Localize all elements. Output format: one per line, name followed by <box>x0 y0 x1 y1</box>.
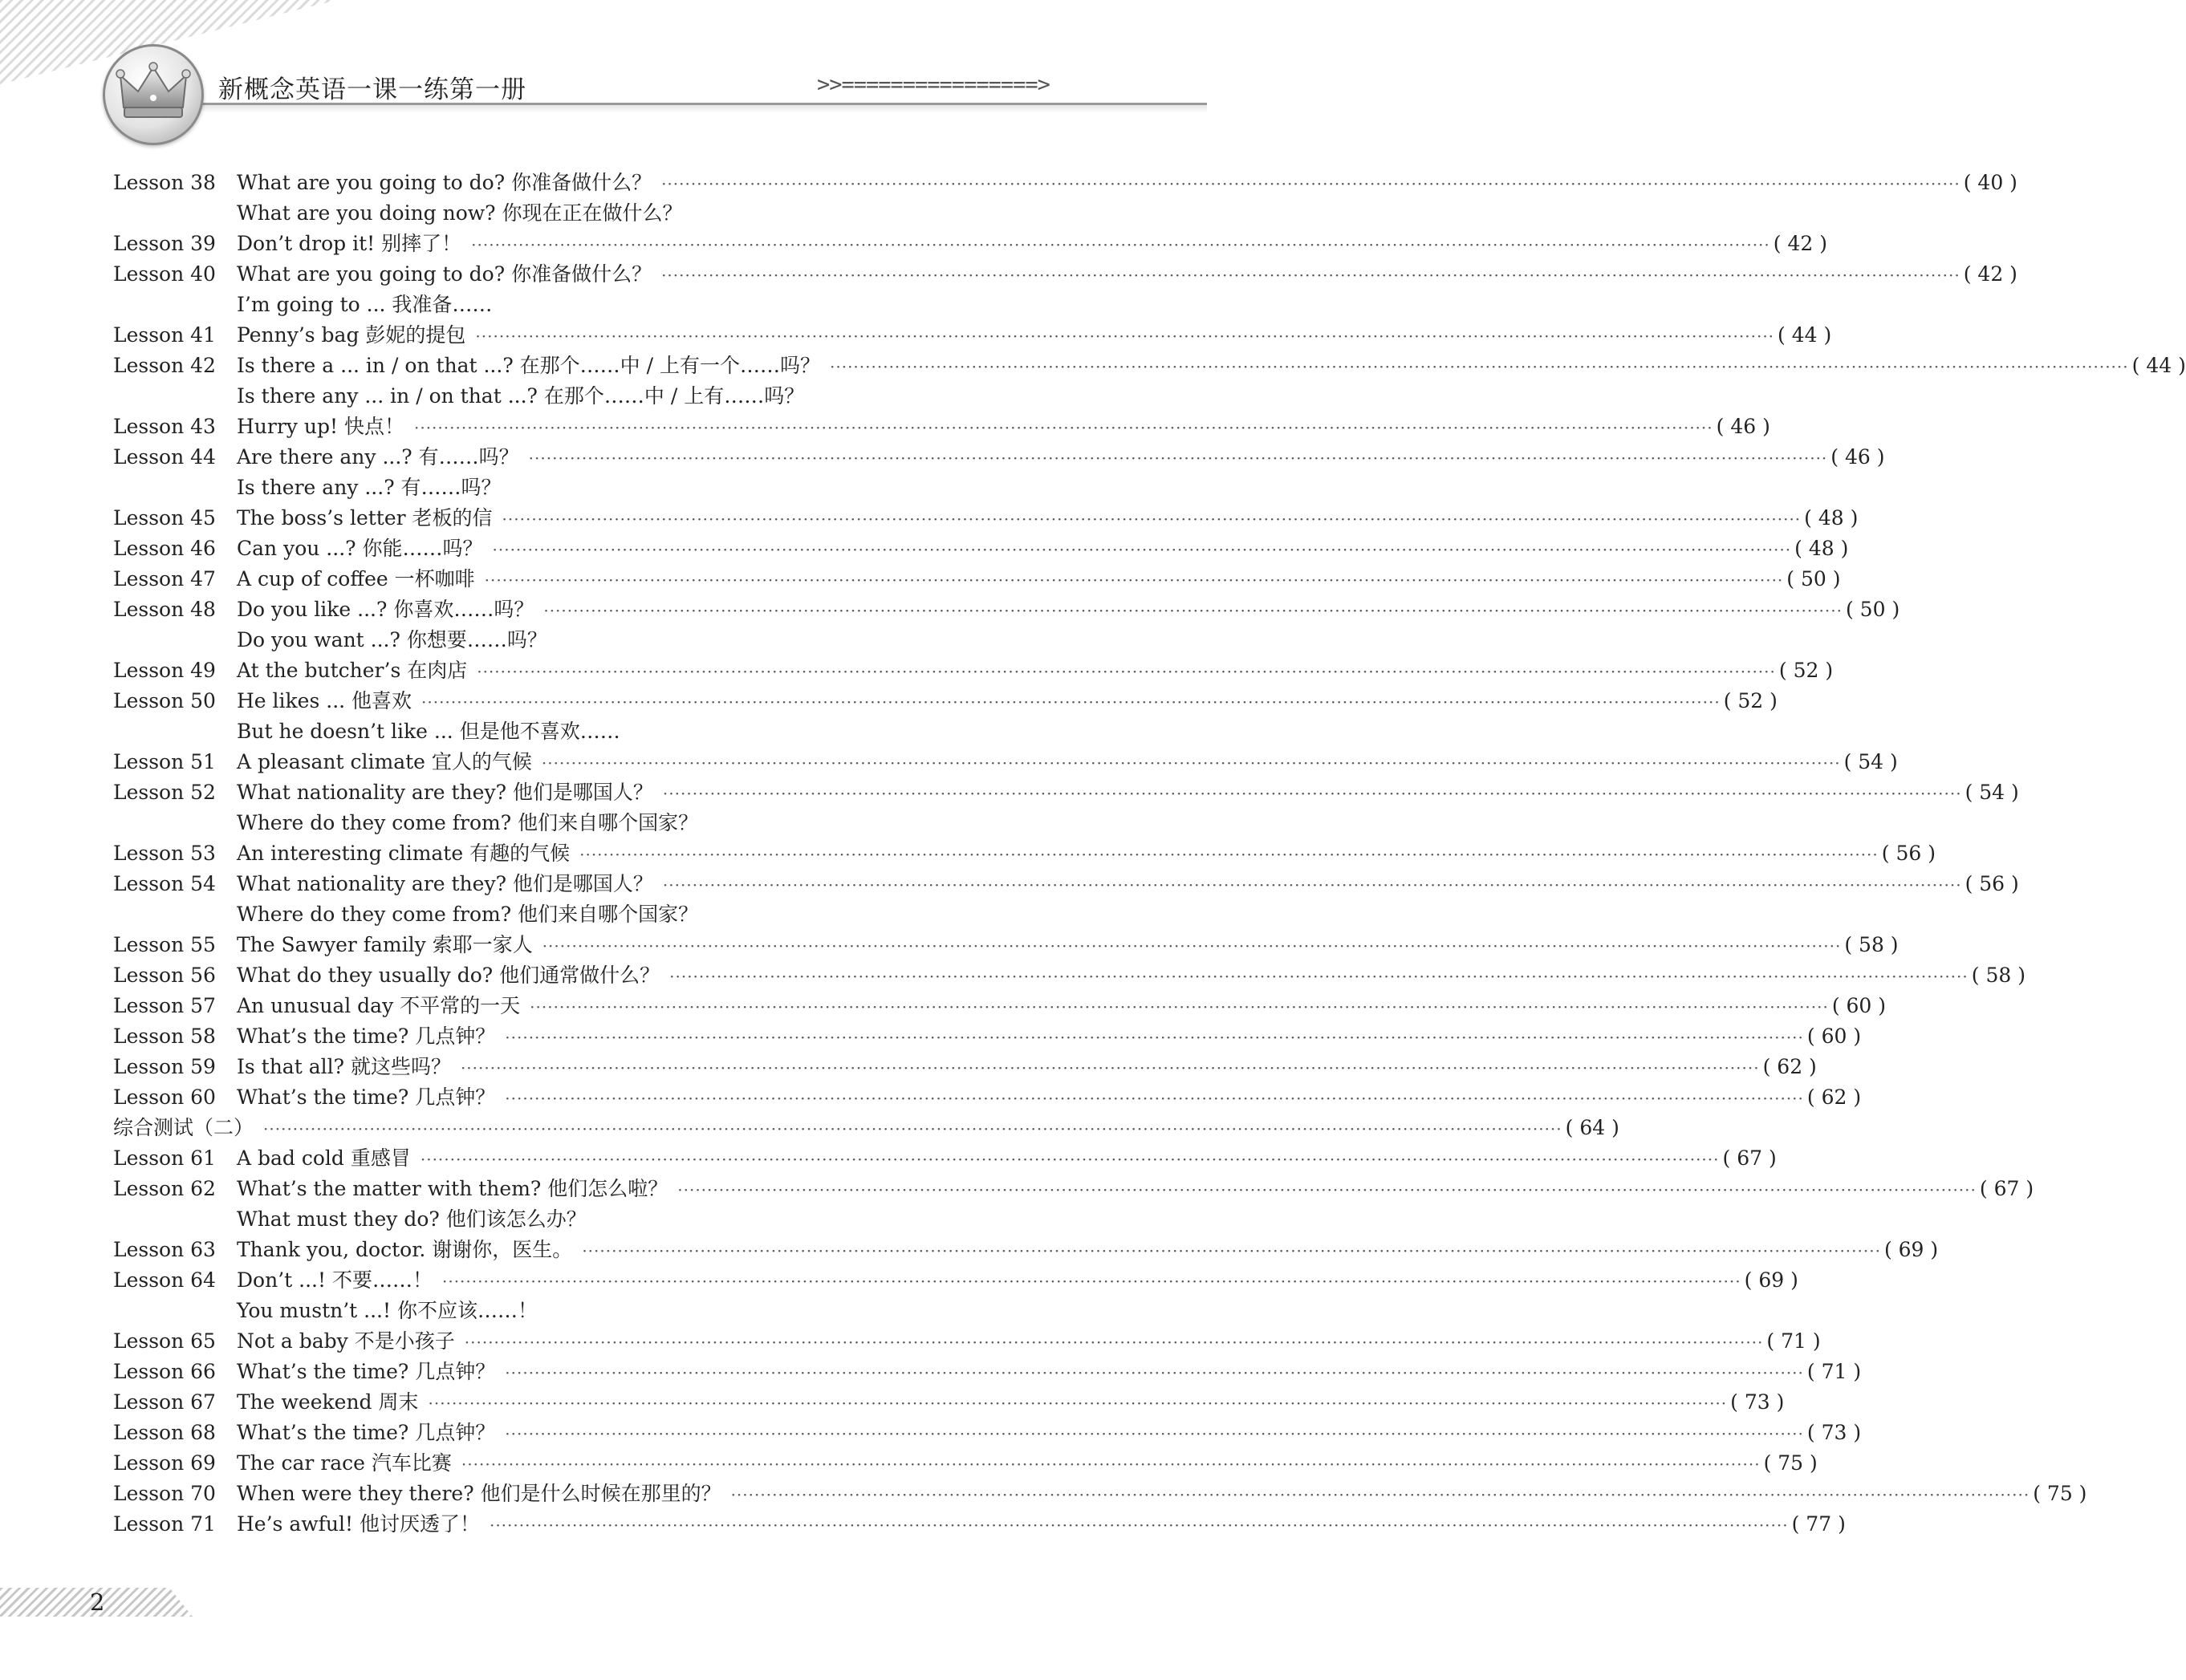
toc-row <box>113 716 1095 747</box>
lesson-number: Lesson 61 <box>113 1146 216 1170</box>
lesson-title: What’s the time? 几点钟？ <box>237 1025 496 1048</box>
toc-row <box>113 229 1827 259</box>
lesson-number: Lesson 65 <box>113 1329 216 1353</box>
leader-dots: ···························································································································································································································· <box>661 174 1960 193</box>
toc-entry <box>237 351 2186 382</box>
leader-dots: ···························································································································································································································· <box>730 1485 2030 1504</box>
lesson-number: Lesson 64 <box>113 1268 216 1292</box>
page-reference: ( 77 ) <box>1791 1512 1846 1536</box>
lesson-number: Lesson 45 <box>113 506 216 530</box>
lesson-title: Not a baby 不是小孩子 <box>237 1329 455 1353</box>
toc-entry <box>237 594 1900 626</box>
leader-dots: ···························································································································································································································· <box>428 1394 1728 1413</box>
toc-row <box>113 564 1841 594</box>
toc-row <box>113 930 1899 960</box>
lesson-title: Thank you, doctor. 谢谢你，医生。 <box>237 1238 573 1261</box>
toc-entry <box>237 1418 1862 1449</box>
toc-entry <box>237 503 1859 534</box>
leader-dots: ···························································································································································································································· <box>541 753 1841 773</box>
toc-entry <box>237 625 1095 655</box>
lesson-number: Lesson 52 <box>113 781 216 804</box>
page-reference: ( 58 ) <box>1971 964 2026 987</box>
leader-dots: ···························································································································································································································· <box>542 936 1842 956</box>
toc-entry <box>237 1021 1862 1053</box>
toc-row <box>113 808 1095 838</box>
leader-dots: ···························································································································································································································· <box>471 235 1770 254</box>
leader-dots: ···························································································································································································································· <box>669 967 1969 986</box>
toc-row <box>113 1021 1862 1052</box>
lesson-title: What nationality are they? 他们是哪国人？ <box>237 872 653 895</box>
leader-dots: ···························································································································································································································· <box>263 1119 1562 1138</box>
toc-entry <box>237 1052 1817 1083</box>
leader-dots: ···························································································································································································································· <box>441 1272 1741 1291</box>
page-reference: ( 48 ) <box>1794 537 1849 560</box>
toc-entry <box>237 259 2017 290</box>
leader-dots: ···························································································································································································································· <box>830 357 2129 376</box>
lesson-title: Don’t ...! 不要……！ <box>237 1268 433 1292</box>
lesson-number: Lesson 55 <box>113 933 216 956</box>
header-rule-shadow <box>201 105 1207 113</box>
leader-dots: ···························································································································································································································· <box>530 997 1829 1017</box>
toc-entry <box>237 168 2017 199</box>
lesson-title: The boss’s letter 老板的信 <box>237 506 493 530</box>
lesson-title: What’s the time? 几点钟？ <box>237 1086 496 1109</box>
toc-row <box>113 1265 1798 1296</box>
leader-dots: ···························································································································································································································· <box>677 1180 1977 1199</box>
toc-entry <box>237 381 1095 412</box>
lesson-number: Lesson 44 <box>113 445 216 469</box>
toc-entry <box>237 1143 1777 1175</box>
lesson-number: Lesson 63 <box>113 1238 216 1261</box>
header-arrow-decoration: >>================> <box>817 72 1050 97</box>
toc-entry <box>237 1174 2034 1205</box>
toc-entry <box>237 1357 1862 1388</box>
lesson-title: Where do they come from? 他们来自哪个国家？ <box>237 903 699 926</box>
lesson-number: Lesson 56 <box>113 964 216 987</box>
leader-dots: ···························································································································································································································· <box>661 266 1960 285</box>
leader-dots: ···························································································································································································································· <box>477 662 1776 681</box>
toc-entry <box>237 1509 1846 1540</box>
toc-row <box>113 351 2186 381</box>
lesson-title: What are you going to do? 你准备做什么？ <box>237 171 652 194</box>
lesson-title: Do you like ...? 你喜欢……吗？ <box>237 598 534 621</box>
page-reference: ( 46 ) <box>1830 445 1885 469</box>
toc-entry <box>237 564 1841 595</box>
lesson-title: 综合测试（二） <box>113 1116 254 1139</box>
lesson-title: You mustn’t ...! 你不应该……！ <box>237 1299 538 1322</box>
page-reference: ( 48 ) <box>1804 506 1859 530</box>
leader-dots: ···························································································································································································································· <box>543 601 1843 620</box>
toc-row <box>113 1174 2034 1204</box>
toc-row <box>113 442 1885 473</box>
toc-entry <box>237 747 1898 778</box>
lesson-title: But he doesn’t like ... 但是他不喜欢…… <box>237 720 620 743</box>
lesson-title: What are you doing now? 你现在正在做什么？ <box>237 201 683 225</box>
toc-row <box>113 899 1095 930</box>
lesson-title: A pleasant climate 宜人的气候 <box>237 750 532 773</box>
crown-icon <box>117 61 189 125</box>
page-reference: ( 67 ) <box>1722 1146 1777 1170</box>
page-reference: ( 50 ) <box>1845 598 1900 621</box>
lesson-number: Lesson 38 <box>113 171 216 194</box>
toc-row <box>113 412 1770 442</box>
lesson-title: A bad cold 重感冒 <box>237 1146 411 1170</box>
leader-dots: ···························································································································································································································· <box>464 1333 1764 1352</box>
lesson-title: What do they usually do? 他们通常做什么？ <box>237 964 660 987</box>
toc-entry <box>237 473 1095 503</box>
toc-entry <box>237 655 1834 687</box>
leader-dots: ···························································································································································································································· <box>421 692 1721 712</box>
toc-row <box>113 655 1834 686</box>
lesson-title: I’m going to ... 我准备…… <box>237 293 493 316</box>
toc-entry <box>237 412 1770 443</box>
lesson-number: Lesson 60 <box>113 1086 216 1109</box>
lesson-title: Hurry up! 快点！ <box>237 415 404 438</box>
lesson-title: What’s the time? 几点钟？ <box>237 1421 496 1444</box>
lesson-title: When were they there? 他们是什么时候在那里的？ <box>237 1482 721 1505</box>
toc-entry <box>237 198 1095 229</box>
leader-dots: ···························································································································································································································· <box>489 1516 1789 1535</box>
page-reference: ( 54 ) <box>1965 781 2019 804</box>
lesson-number: Lesson 49 <box>113 659 216 682</box>
lesson-number: Lesson 70 <box>113 1482 216 1505</box>
lesson-number: Lesson 69 <box>113 1451 216 1475</box>
page-reference: ( 52 ) <box>1778 659 1834 682</box>
toc-row <box>113 838 1936 869</box>
lesson-title: The car race 汽车比赛 <box>237 1451 452 1475</box>
lesson-number: Lesson 62 <box>113 1177 216 1200</box>
page-reference: ( 73 ) <box>1730 1390 1785 1414</box>
toc-entry <box>237 686 1778 717</box>
toc-row <box>113 991 1887 1021</box>
crown-logo <box>103 44 204 145</box>
toc-row <box>113 503 1859 534</box>
lesson-title: Don’t drop it! 别摔了！ <box>237 232 462 255</box>
lesson-title: What’s the time? 几点钟？ <box>237 1360 496 1383</box>
page-reference: ( 44 ) <box>2131 354 2186 377</box>
toc-row <box>113 320 1832 351</box>
leader-dots: ···························································································································································································································· <box>420 1150 1720 1169</box>
leader-dots: ···························································································································································································································· <box>460 1058 1760 1077</box>
toc-row <box>113 747 1898 777</box>
toc-entry <box>237 716 1095 747</box>
lesson-number: Lesson 71 <box>113 1512 216 1536</box>
page-number: 2 <box>90 1589 105 1616</box>
toc-row <box>113 1204 1095 1235</box>
toc-row <box>113 1418 1862 1448</box>
toc-row <box>113 1509 1846 1540</box>
toc-entry <box>237 869 2019 900</box>
toc-row <box>113 473 1095 503</box>
toc-row <box>113 1143 1777 1174</box>
lesson-title: What are you going to do? 你准备做什么？ <box>237 262 652 286</box>
toc-row <box>113 168 2017 198</box>
table-of-contents <box>113 168 2186 1540</box>
leader-dots: ···························································································································································································································· <box>505 1363 1804 1382</box>
page-reference: ( 75 ) <box>1763 1451 1818 1475</box>
toc-entry <box>237 1387 1785 1418</box>
toc-row <box>113 1326 1821 1357</box>
page-reference: ( 62 ) <box>1762 1055 1817 1078</box>
toc-row <box>113 1479 2087 1509</box>
page-reference: ( 69 ) <box>1883 1238 1939 1261</box>
lesson-number: Lesson 48 <box>113 598 216 621</box>
toc-row <box>113 686 1778 716</box>
page-reference: ( 71 ) <box>1806 1360 1862 1383</box>
page-reference: ( 73 ) <box>1806 1421 1862 1444</box>
toc-entry <box>237 1326 1821 1357</box>
page-reference: ( 58 ) <box>1844 933 1899 956</box>
lesson-title: The Sawyer family 索耶一家人 <box>237 933 533 956</box>
toc-entry <box>237 1204 1095 1235</box>
lesson-title: He’s awful! 他讨厌透了！ <box>237 1512 480 1536</box>
toc-row <box>113 625 1095 655</box>
page-reference: ( 56 ) <box>1881 842 1936 865</box>
leader-dots: ···························································································································································································································· <box>505 1028 1804 1047</box>
toc-row <box>113 534 1849 564</box>
leader-dots: ···························································································································································································································· <box>579 845 1879 864</box>
lesson-title: Do you want ...? 你想要……吗？ <box>237 628 547 651</box>
page-reference: ( 54 ) <box>1843 750 1898 773</box>
page-reference: ( 42 ) <box>1963 262 2017 286</box>
toc-row <box>113 869 2019 899</box>
toc-entry <box>237 930 1899 961</box>
leader-dots: ···························································································································································································································· <box>528 448 1828 468</box>
toc-row <box>113 259 2017 290</box>
lesson-number: Lesson 57 <box>113 994 216 1017</box>
toc-row <box>113 1052 1817 1082</box>
toc-entry <box>237 1265 1798 1297</box>
lesson-number: Lesson 51 <box>113 750 216 773</box>
toc-entry <box>237 534 1849 565</box>
lesson-title: Are there any ...? 有……吗？ <box>237 445 519 469</box>
leader-dots: ···························································································································································································································· <box>413 418 1713 437</box>
toc-entry <box>237 320 1832 351</box>
lesson-number: Lesson 58 <box>113 1025 216 1048</box>
lesson-title: The weekend 周末 <box>237 1390 419 1414</box>
toc-row <box>113 960 2026 991</box>
page-reference: ( 46 ) <box>1716 415 1770 438</box>
toc-entry <box>237 960 2026 992</box>
lesson-title: A cup of coffee 一杯咖啡 <box>237 567 475 590</box>
toc-row <box>113 594 1900 625</box>
toc-row <box>113 1448 1818 1479</box>
page-reference: ( 44 ) <box>1778 323 1832 347</box>
toc-entry <box>237 1479 2087 1510</box>
toc-row <box>113 290 1095 320</box>
toc-entry <box>237 777 2019 809</box>
leader-dots: ···························································································································································································································· <box>475 327 1775 346</box>
lesson-title: What nationality are they? 他们是哪国人？ <box>237 781 653 804</box>
lesson-title: An interesting climate 有趣的气候 <box>237 842 571 865</box>
page-reference: ( 75 ) <box>2033 1482 2087 1505</box>
toc-row <box>113 1082 1862 1113</box>
lesson-number: Lesson 54 <box>113 872 216 895</box>
toc-row <box>113 1235 1939 1265</box>
toc-entry <box>113 1113 1619 1144</box>
lesson-number: Lesson 50 <box>113 689 216 712</box>
toc-entry <box>237 1448 1818 1479</box>
toc-row <box>113 1387 1785 1418</box>
page-reference: ( 56 ) <box>1965 872 2019 895</box>
toc-entry <box>237 838 1936 870</box>
lesson-number: Lesson 53 <box>113 842 216 865</box>
lesson-title: Can you ...? 你能……吗？ <box>237 537 483 560</box>
lesson-title: At the butcher’s 在肉店 <box>237 659 468 682</box>
leader-dots: ···························································································································································································································· <box>662 875 1962 895</box>
toc-entry <box>237 808 1095 838</box>
lesson-number: Lesson 42 <box>113 354 216 377</box>
lesson-number: Lesson 46 <box>113 537 216 560</box>
leader-dots: ···························································································································································································································· <box>484 570 1784 590</box>
page-reference: ( 69 ) <box>1744 1268 1798 1292</box>
book-title: 新概念英语一课一练第一册 <box>218 75 526 104</box>
lesson-title: What’s the matter with them? 他们怎么啦？ <box>237 1177 668 1200</box>
lesson-title: He likes ... 他喜欢 <box>237 689 412 712</box>
page-reference: ( 52 ) <box>1723 689 1778 712</box>
toc-entry <box>237 1082 1862 1114</box>
lesson-number: Lesson 43 <box>113 415 216 438</box>
lesson-title: Is there a ... in / on that ...? 在那个……中 / 上有一个……吗？ <box>237 354 820 377</box>
lesson-number: Lesson 66 <box>113 1360 216 1383</box>
leader-dots: ···························································································································································································································· <box>662 784 1962 803</box>
page-reference: ( 62 ) <box>1806 1086 1862 1109</box>
toc-entry <box>237 1296 1095 1326</box>
leader-dots: ···························································································································································································································· <box>492 540 1792 559</box>
toc-entry <box>237 899 1095 930</box>
lesson-number: Lesson 68 <box>113 1421 216 1444</box>
leader-dots: ···························································································································································································································· <box>502 509 1802 529</box>
lesson-number: Lesson 41 <box>113 323 216 347</box>
toc-entry <box>237 442 1885 473</box>
toc-row <box>113 1113 1619 1143</box>
toc-row <box>113 198 1095 229</box>
toc-row <box>113 1296 1095 1326</box>
lesson-title: An unusual day 不平常的一天 <box>237 994 521 1017</box>
leader-dots: ···························································································································································································································· <box>505 1089 1804 1108</box>
page-reference: ( 60 ) <box>1806 1025 1862 1048</box>
lesson-number: Lesson 47 <box>113 567 216 590</box>
lesson-number: Lesson 39 <box>113 232 216 255</box>
toc-row <box>113 1357 1862 1387</box>
page-reference: ( 42 ) <box>1773 232 1827 255</box>
lesson-title: Penny’s bag 彭妮的提包 <box>237 323 466 347</box>
toc-entry <box>237 290 1095 320</box>
page-reference: ( 50 ) <box>1786 567 1841 590</box>
lesson-title: Is there any ...? 有……吗？ <box>237 476 502 499</box>
lesson-title: Is that all? 就这些吗？ <box>237 1055 451 1078</box>
page-reference: ( 60 ) <box>1831 994 1887 1017</box>
toc-entry <box>237 991 1887 1022</box>
lesson-title: Where do they come from? 他们来自哪个国家？ <box>237 811 699 834</box>
lesson-number: Lesson 40 <box>113 262 216 286</box>
leader-dots: ···························································································································································································································· <box>582 1241 1881 1260</box>
toc-entry <box>237 1235 1939 1266</box>
lesson-number: Lesson 59 <box>113 1055 216 1078</box>
leader-dots: ···························································································································································································································· <box>505 1424 1804 1443</box>
toc-row <box>113 777 2019 808</box>
leader-dots: ···························································································································································································································· <box>461 1455 1761 1474</box>
toc-entry <box>237 229 1827 260</box>
lesson-number: Lesson 67 <box>113 1390 216 1414</box>
page-reference: ( 71 ) <box>1766 1329 1821 1353</box>
page-reference: ( 67 ) <box>1979 1177 2034 1200</box>
page-reference: ( 64 ) <box>1565 1116 1619 1139</box>
toc-row <box>113 381 1095 412</box>
lesson-title: Is there any ... in / on that ...? 在那个……中 / 上有……吗？ <box>237 384 805 408</box>
page-reference: ( 40 ) <box>1963 171 2017 194</box>
lesson-title: What must they do? 他们该怎么办？ <box>237 1207 587 1231</box>
